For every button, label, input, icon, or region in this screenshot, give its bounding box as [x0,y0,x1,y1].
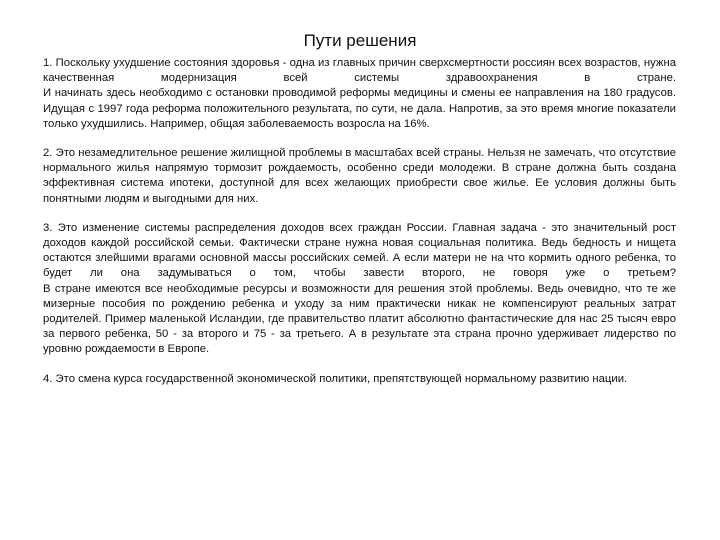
paragraph-text: 2. Это незамедлительное решение жилищной проблемы в масштабах всей страны. Нельзя не замечать, что отсутствие нормального жилья напрямую тормозит рождаемость, особенно среди молодежи. В стране должна быть создана эффективная система ипотеки, доступной для всех желающих приобрести свое жилье. Ее условия должны быть понятными людям и выгодными для них. [43,147,676,205]
paragraph-text: 4. Это смена курса государственной экономической политики, препятствующей нормальному развитию нации. [43,372,628,385]
paragraph-text: 3. Это изменение системы распределения доходов всех граждан России. Главная задача - это значительный рост доходов каждой российской семьи. Фактически стране нужна новая социальная политика. Ведь бедность и нищета остаются злейшими врагами основной массы российских семей. А если матери не на что кормить одного ребенка, то будет ли она задумываться о том, чтобы завести второго, не говоря уже о третьем? [43,221,676,280]
solution-paragraph-3 [43,221,676,358]
slide-body [43,56,676,401]
paragraph-text: И начинать здесь необходимо с остановки проводимой реформы медицины и смены ее направления на 180 градусов. Идущая с 1997 года реформа положительного результата, по сути, не дала. Напротив, за это время многие показатели только ухудшились. Например, общая заболеваемость возросла на 16%. [43,87,676,130]
solution-paragraph-1 [43,56,676,132]
paragraph-text: В стране имеются все необходимые ресурсы и возможности для решения этой проблемы. Ведь очевидно, что те же мизерные пособия по рождению ребенка и уходу за ним практически никак не компенсируют реальных затрат родителей. Пример маленькой Исландии, где правительство платит абсолютно фантастические для нас 25 тысяч евро за первого ребенка, 50 - за второго и 75 - за третьего. А в результате эта страна прочно удерживает лидерство по уровню рождаемости в Европе. [43,282,676,356]
slide-title: Пути решения [303,31,417,50]
solution-paragraph-2 [43,146,676,207]
solution-paragraph-4 [43,372,676,387]
paragraph-text: 1. Поскольку ухудшение состояния здоровья - одна из главных причин сверхсмертности россиян всех возрастов, нужна качественная модернизация всей системы здравоохранения в стране. [43,57,676,85]
